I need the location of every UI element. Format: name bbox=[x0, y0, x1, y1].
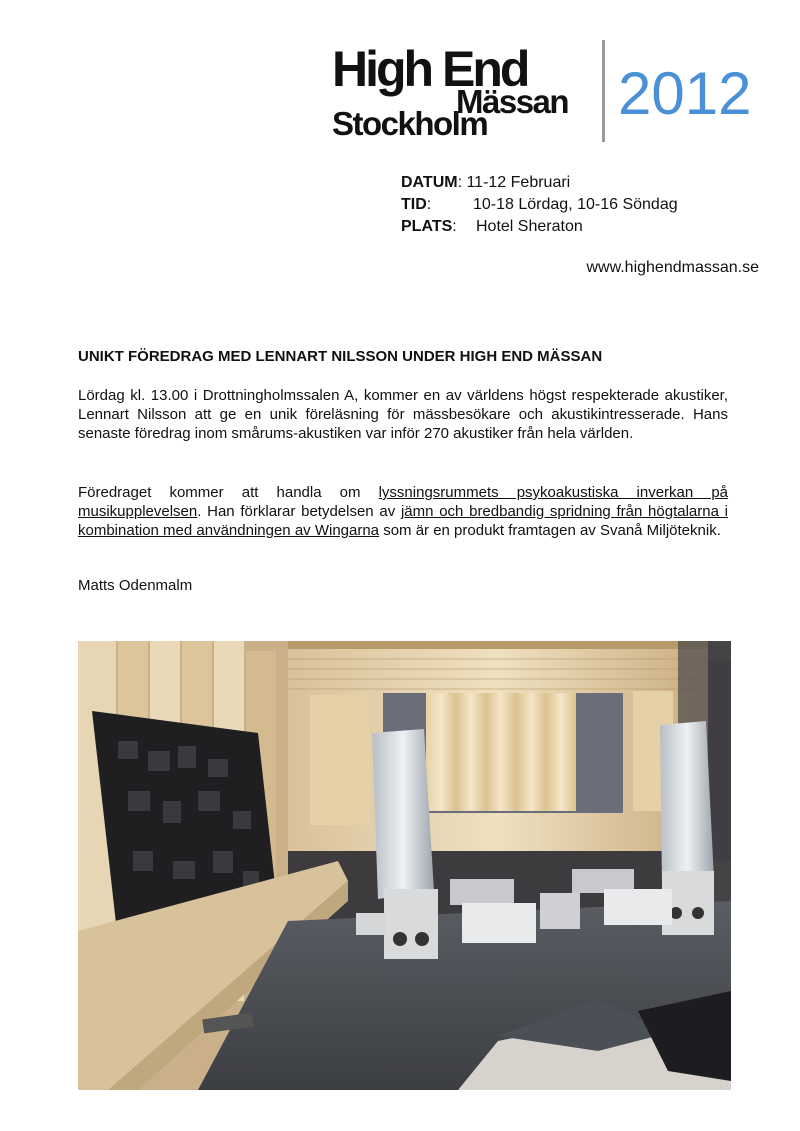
tid-value: 10-18 Lördag, 10-16 Söndag bbox=[473, 196, 678, 213]
website-url: www.highendmassan.se bbox=[586, 259, 759, 276]
p2-text-b: . Han förklarar betydelsen av bbox=[197, 503, 401, 520]
p2-underlined-1: lyssningsrummets psykoakustiska inverkan på musikupplevelsen bbox=[78, 484, 729, 520]
listening-room-photo bbox=[78, 641, 731, 1090]
logo-year: 2012 bbox=[618, 60, 752, 127]
event-info bbox=[401, 172, 678, 238]
info-row-datum bbox=[401, 172, 570, 194]
article-author: Matts Odenmalm bbox=[78, 577, 193, 594]
event-logo bbox=[330, 41, 760, 149]
p2-text-a: Föredraget kommer att handla om bbox=[78, 484, 379, 501]
logo-text-high-end: High End bbox=[332, 41, 528, 97]
plats-colon: : bbox=[452, 218, 457, 235]
logo-divider bbox=[602, 40, 605, 142]
info-row-tid bbox=[401, 194, 678, 216]
p2-text-c: som är en produkt framtagen av Svanå Miljöteknik. bbox=[379, 522, 721, 539]
plats-value: Hotel Sheraton bbox=[476, 218, 583, 235]
article-headline: UNIKT FÖREDRAG MED LENNART NILSSON UNDER HIGH END MÄSSAN bbox=[78, 348, 603, 365]
tid-label: TID bbox=[401, 196, 427, 213]
logo-text-stockholm: Stockholm bbox=[332, 105, 488, 142]
logo-text-massan: Mässan bbox=[456, 83, 569, 120]
article-paragraph-2 bbox=[78, 483, 728, 540]
info-row-plats bbox=[401, 216, 583, 238]
datum-value: : 11-12 Februari bbox=[457, 174, 571, 191]
article-paragraph-1: Lördag kl. 13.00 i Drottningholmssalen A, kommer en av världens högst respekterade akustiker, Lennart Nilsson att ge en unik föreläsning för mässbesökare och akustikintresserade. Hans senaste föredrag inom smårums-akustiken var inför 270 akustiker från hela världen. bbox=[78, 387, 728, 442]
tid-colon: : bbox=[426, 196, 432, 213]
datum-label: DATUM bbox=[401, 174, 458, 191]
plats-label: PLATS bbox=[401, 218, 453, 235]
p2-underlined-2: jämn och bredbandig spridning från högtalarna i kombination med användningen av Wingarna bbox=[78, 503, 728, 539]
